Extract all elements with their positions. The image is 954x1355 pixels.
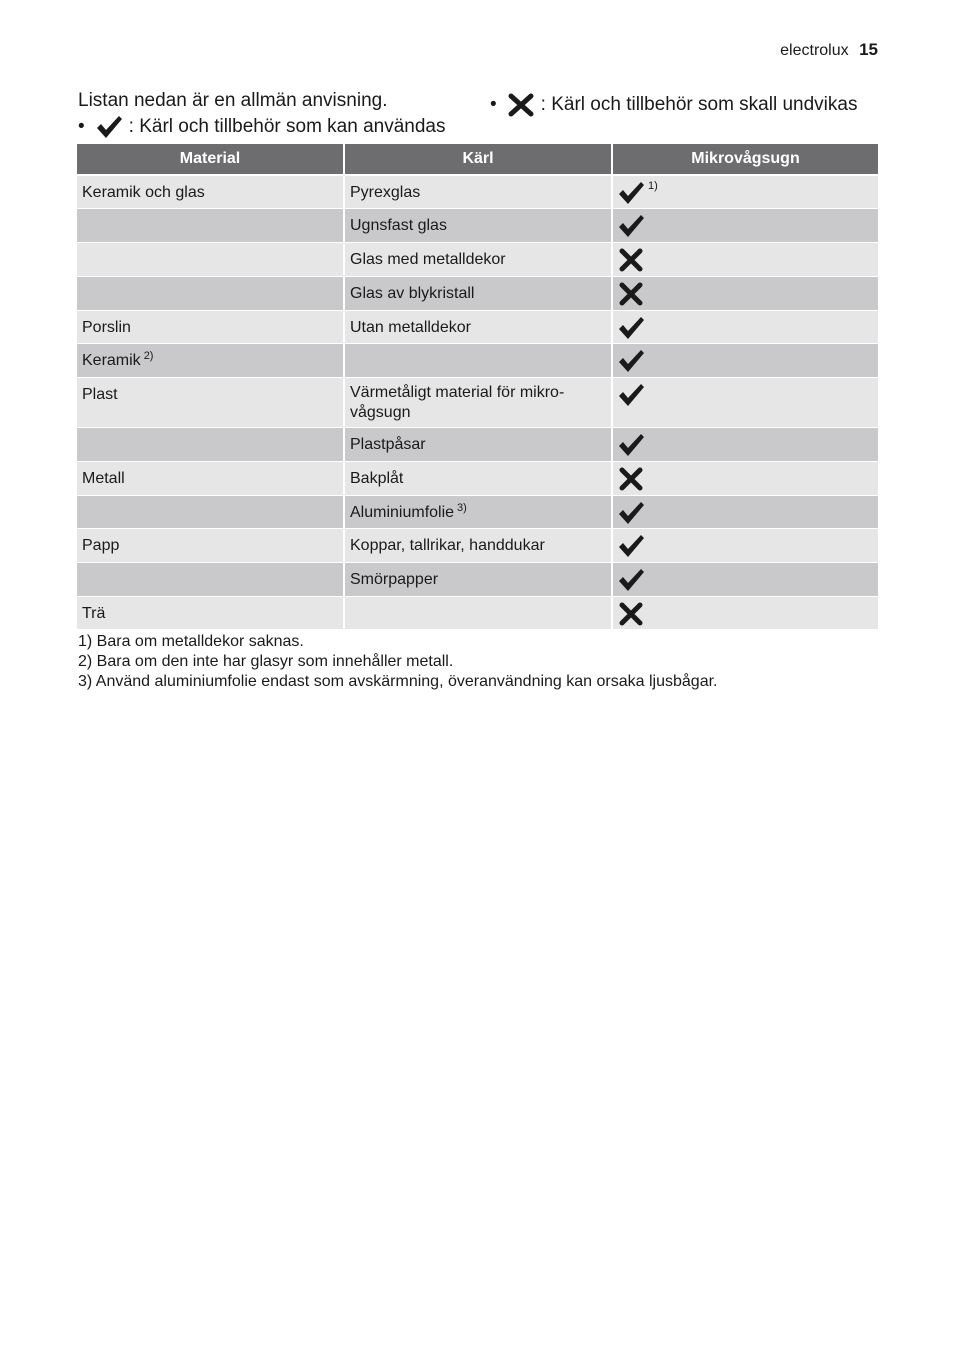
cross-icon xyxy=(617,247,645,273)
check-icon xyxy=(617,382,645,408)
table-row xyxy=(77,563,878,597)
material-text: Trä xyxy=(82,605,106,622)
vessel-text: Koppar, tallrikar, handdukar xyxy=(350,537,545,554)
cell-material xyxy=(77,496,343,529)
vessel-text: Glas med metalldekor xyxy=(350,251,506,268)
vessel-text: Smörpapper xyxy=(350,571,439,588)
check-icon xyxy=(617,213,645,239)
cell-microwave xyxy=(613,209,878,243)
vessel-text: Ugnsfast glas xyxy=(350,217,447,234)
cell-material xyxy=(77,378,343,428)
check-icon xyxy=(617,180,645,206)
cell-microwave xyxy=(613,344,878,378)
vessel-text: Glas av blykristall xyxy=(350,285,475,302)
vessel-text: Utan metalldekor xyxy=(350,319,471,336)
footnote-3: 3) Använd aluminiumfolie endast som avskärmning, överanvändning kan orsaka ljusbågar. xyxy=(78,673,718,690)
legend-no xyxy=(490,92,857,118)
cell-vessel xyxy=(345,378,611,428)
cell-vessel xyxy=(345,344,611,378)
cross-icon xyxy=(617,601,645,627)
cross-icon xyxy=(617,466,645,492)
column-header-material: Material xyxy=(77,144,343,176)
table-row xyxy=(77,209,878,243)
cookware-table xyxy=(75,144,880,630)
footnote-ref: 2) xyxy=(143,350,154,362)
page-number: 15 xyxy=(859,40,878,59)
cell-material xyxy=(77,597,343,630)
table-row xyxy=(77,428,878,462)
cell-material xyxy=(77,311,343,344)
page-header xyxy=(780,40,878,60)
footnotes xyxy=(78,632,717,692)
cell-microwave xyxy=(613,428,878,462)
cell-material xyxy=(77,462,343,496)
cell-vessel xyxy=(345,277,611,311)
check-icon xyxy=(95,114,123,140)
table-row xyxy=(77,311,878,344)
column-header-vessel: Kärl xyxy=(345,144,611,176)
vessel-text: Pyrexglas xyxy=(350,184,421,201)
legend-no-text: : Kärl och tillbehör som skall undvikas xyxy=(540,94,858,115)
table-row xyxy=(77,277,878,311)
table-row xyxy=(77,529,878,563)
table-row xyxy=(77,378,878,428)
material-text: Porslin xyxy=(82,319,131,336)
cell-vessel xyxy=(345,243,611,277)
check-icon xyxy=(617,567,645,593)
column-header-microwave: Mikrovågsugn xyxy=(613,144,878,176)
cell-microwave xyxy=(613,277,878,311)
table-header-row xyxy=(77,144,878,176)
brand-name: electrolux xyxy=(780,42,849,59)
material-text: Metall xyxy=(82,470,125,487)
cell-vessel xyxy=(345,176,611,209)
legend-ok xyxy=(78,114,446,140)
cell-vessel xyxy=(345,428,611,462)
cell-microwave xyxy=(613,496,878,529)
cross-icon xyxy=(617,281,645,307)
check-icon xyxy=(617,432,645,458)
cell-material xyxy=(77,209,343,243)
table-row xyxy=(77,496,878,529)
cell-microwave xyxy=(613,563,878,597)
footnote-ref: 3) xyxy=(457,502,467,514)
footnote-1: 1) Bara om metalldekor saknas. xyxy=(78,633,304,650)
cell-vessel xyxy=(345,597,611,630)
cell-microwave xyxy=(613,597,878,630)
cell-material xyxy=(77,344,343,378)
material-text: Keramik xyxy=(82,352,141,369)
cell-vessel xyxy=(345,496,611,529)
vessel-text: Aluminiumfolie xyxy=(350,504,455,521)
cell-microwave xyxy=(613,529,878,563)
cell-material xyxy=(77,176,343,209)
table-row xyxy=(77,344,878,378)
bullet-dot: • xyxy=(490,94,497,115)
cell-microwave xyxy=(613,243,878,277)
cross-icon xyxy=(507,92,535,118)
table-row xyxy=(77,243,878,277)
table-row xyxy=(77,597,878,630)
check-icon xyxy=(617,348,645,374)
table-row xyxy=(77,462,878,496)
cell-vessel xyxy=(345,311,611,344)
vessel-text: Plastpåsar xyxy=(350,436,426,453)
check-icon xyxy=(617,315,645,341)
intro-section xyxy=(78,90,878,142)
cell-material xyxy=(77,277,343,311)
cell-microwave xyxy=(613,176,878,209)
footnote-2: 2) Bara om den inte har glasyr som innehåller metall. xyxy=(78,653,454,670)
intro-text: Listan nedan är en allmän anvisning. xyxy=(78,90,388,111)
vessel-text: Värmetåligt material för mikro- vågsugn xyxy=(350,384,565,421)
vessel-text: Bakplåt xyxy=(350,470,404,487)
cell-microwave xyxy=(613,462,878,496)
cell-vessel xyxy=(345,563,611,597)
cell-material xyxy=(77,243,343,277)
cell-microwave xyxy=(613,378,878,428)
cell-material xyxy=(77,428,343,462)
cell-vessel xyxy=(345,209,611,243)
material-text: Plast xyxy=(82,386,118,403)
cell-vessel xyxy=(345,529,611,563)
cell-material xyxy=(77,529,343,563)
cell-microwave xyxy=(613,311,878,344)
cell-material xyxy=(77,563,343,597)
check-icon xyxy=(617,500,645,526)
bullet-dot: • xyxy=(78,116,85,137)
cell-vessel xyxy=(345,462,611,496)
legend-ok-text: : Kärl och tillbehör som kan användas xyxy=(128,116,446,137)
material-text: Keramik och glas xyxy=(82,184,205,201)
check-icon xyxy=(617,533,645,559)
footnote-ref: 1) xyxy=(648,180,658,192)
material-text: Papp xyxy=(82,537,120,554)
table-row xyxy=(77,176,878,209)
